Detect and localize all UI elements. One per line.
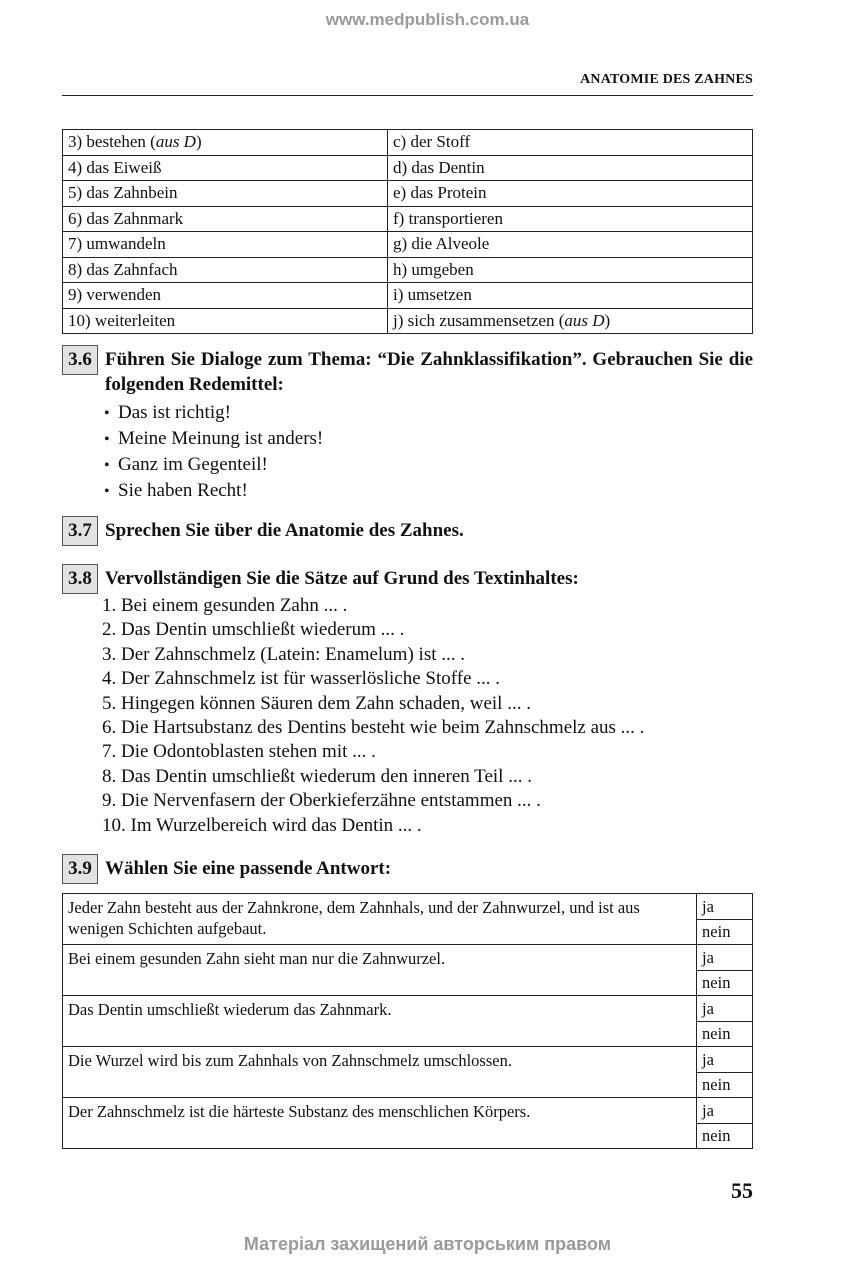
list-item: 7. Die Odontoblasten stehen mit ... . xyxy=(102,741,376,763)
task-number: 3.6 xyxy=(62,345,98,375)
bullet-icon: • xyxy=(104,431,110,448)
cell-text: 8) das Zahnfach xyxy=(68,259,178,279)
table-row xyxy=(63,1098,753,1124)
synonym-cell xyxy=(388,308,753,334)
phrase-text: Meine Meinung ist anders! xyxy=(118,428,324,449)
statement-cell: Der Zahnschmelz ist die härteste Substanz des menschlichen Körpers. xyxy=(63,1098,697,1149)
table-row xyxy=(63,257,753,283)
answer-nein: nein xyxy=(697,1021,753,1047)
task-number: 3.9 xyxy=(62,854,98,884)
synonym-cell xyxy=(388,283,753,309)
german-term-cell xyxy=(63,257,388,283)
statement-cell: Bei einem gesunden Zahn sieht man nur die Zahnwurzel. xyxy=(63,945,697,996)
synonym-cell xyxy=(388,206,753,232)
answer-nein: nein xyxy=(697,919,753,945)
list-item: 10. Im Wurzelbereich wird das Dentin ... . xyxy=(102,814,422,836)
list-item: 8. Das Dentin umschließt wiederum den inneren Teil ... . xyxy=(102,765,532,787)
task-title: Führen Sie Dialoge zum Thema: “Die Zahnklassifikation”. Gebrauchen Sie die folgenden Redemittel: xyxy=(105,349,753,395)
synonym-cell xyxy=(388,130,753,156)
synonym-cell xyxy=(388,181,753,207)
list-item xyxy=(104,452,753,478)
table-row xyxy=(63,155,753,181)
list-item: 2. Das Dentin umschließt wiederum ... . xyxy=(102,619,405,641)
statement-cell: Das Dentin umschließt wiederum das Zahnmark. xyxy=(63,996,697,1047)
answer-ja: ja xyxy=(697,894,753,920)
answer-nein: nein xyxy=(697,970,753,996)
bullet-icon: • xyxy=(104,457,110,474)
list-item: 5. Hingegen können Säuren dem Zahn schaden, weil ... . xyxy=(102,692,531,714)
list-item: 6. Die Hartsubstanz des Dentins besteht wie beim Zahnschmelz aus ... . xyxy=(102,717,645,739)
cell-text: d) das Dentin xyxy=(393,157,485,177)
running-head: ANATOMIE DES ZAHNES xyxy=(580,72,753,87)
answer-ja: ja xyxy=(697,1047,753,1073)
phrase-text: Sie haben Recht! xyxy=(118,480,248,501)
task-3-6 xyxy=(62,345,753,504)
statement-cell: Jeder Zahn besteht aus der Zahnkrone, dem Zahnhals, und der Zahnwurzel, und ist aus wenigen Schichten aufgebaut. xyxy=(63,894,697,945)
list-item: 4. Der Zahnschmelz ist für wasserlösliche Stoffe ... . xyxy=(102,668,501,690)
bullet-icon: • xyxy=(104,405,110,422)
cell-text: f) transportieren xyxy=(393,208,503,228)
answer-ja: ja xyxy=(697,1098,753,1124)
cell-text: 9) verwenden xyxy=(68,285,161,305)
table-row xyxy=(63,1047,753,1073)
phrase-list xyxy=(104,400,753,504)
task-title: Sprechen Sie über die Anatomie des Zahnes. xyxy=(105,520,464,541)
case-hint: aus D xyxy=(564,310,605,330)
table-row xyxy=(63,232,753,258)
list-item xyxy=(104,426,753,452)
answer-nein: nein xyxy=(697,1123,753,1149)
cell-text-end: ) xyxy=(604,310,611,330)
cell-text: 3) bestehen ( xyxy=(68,132,156,152)
task-3-9 xyxy=(62,854,753,881)
task-3-7 xyxy=(62,516,753,543)
task-title: Wählen Sie eine passende Antwort: xyxy=(105,858,392,879)
table-row xyxy=(63,308,753,334)
german-term-cell xyxy=(63,283,388,309)
cell-text: i) umsetzen xyxy=(393,285,472,305)
cell-text: 6) das Zahnmark xyxy=(68,208,184,228)
list-item xyxy=(104,478,753,504)
list-item: 9. Die Nervenfasern der Oberkieferzähne entstammen ... . xyxy=(102,790,541,812)
cell-text-end: ) xyxy=(195,132,202,152)
table-row xyxy=(63,130,753,156)
german-term-cell xyxy=(63,130,388,156)
true-false-table xyxy=(62,893,753,1149)
table-row xyxy=(63,945,753,971)
list-item: 3. Der Zahnschmelz (Latein: Enamelum) ist ... . xyxy=(102,643,465,665)
table-row xyxy=(63,206,753,232)
synonym-cell xyxy=(388,155,753,181)
sentence-list xyxy=(102,594,753,838)
answer-ja: ja xyxy=(697,945,753,971)
german-term-cell xyxy=(63,232,388,258)
cell-text: j) sich zusammensetzen ( xyxy=(393,310,565,330)
table-row xyxy=(63,996,753,1022)
cell-text: 4) das Eiweiß xyxy=(68,157,162,177)
statement-cell: Die Wurzel wird bis zum Zahnhals von Zahnschmelz umschlossen. xyxy=(63,1047,697,1098)
table-row xyxy=(63,894,753,920)
cell-text: g) die Alveole xyxy=(393,234,490,254)
matching-table xyxy=(62,129,753,334)
table-row xyxy=(63,181,753,207)
table-row xyxy=(63,283,753,309)
cell-text: c) der Stoff xyxy=(393,132,471,152)
bullet-icon: • xyxy=(104,483,110,500)
case-hint: aus D xyxy=(155,132,196,152)
cell-text: h) umgeben xyxy=(393,259,474,279)
phrase-text: Das ist richtig! xyxy=(118,402,231,423)
list-item: 1. Bei einem gesunden Zahn ... . xyxy=(102,595,348,616)
task-3-8 xyxy=(62,564,753,838)
task-number: 3.8 xyxy=(62,564,98,594)
cell-text: 5) das Zahnbein xyxy=(68,183,178,203)
cell-text: 7) umwandeln xyxy=(68,234,166,254)
german-term-cell xyxy=(63,155,388,181)
synonym-cell xyxy=(388,232,753,258)
cell-text: 10) weiterleiten xyxy=(68,310,176,330)
synonym-cell xyxy=(388,257,753,283)
task-title: Vervollständigen Sie die Sätze auf Grund des Textinhaltes: xyxy=(105,568,579,589)
german-term-cell xyxy=(63,181,388,207)
phrase-text: Ganz im Gegenteil! xyxy=(118,454,268,475)
german-term-cell xyxy=(63,206,388,232)
task-number: 3.7 xyxy=(62,516,98,546)
answer-nein: nein xyxy=(697,1072,753,1098)
header-rule xyxy=(62,95,753,96)
german-term-cell xyxy=(63,308,388,334)
cell-text: e) das Protein xyxy=(393,183,487,203)
list-item xyxy=(104,400,753,426)
answer-ja: ja xyxy=(697,996,753,1022)
watermark-url: www.medpublish.com.ua xyxy=(325,10,530,29)
copyright-watermark: Матеріал захищений авторським правом xyxy=(243,1234,612,1254)
page-number: 55 xyxy=(731,1178,753,1203)
